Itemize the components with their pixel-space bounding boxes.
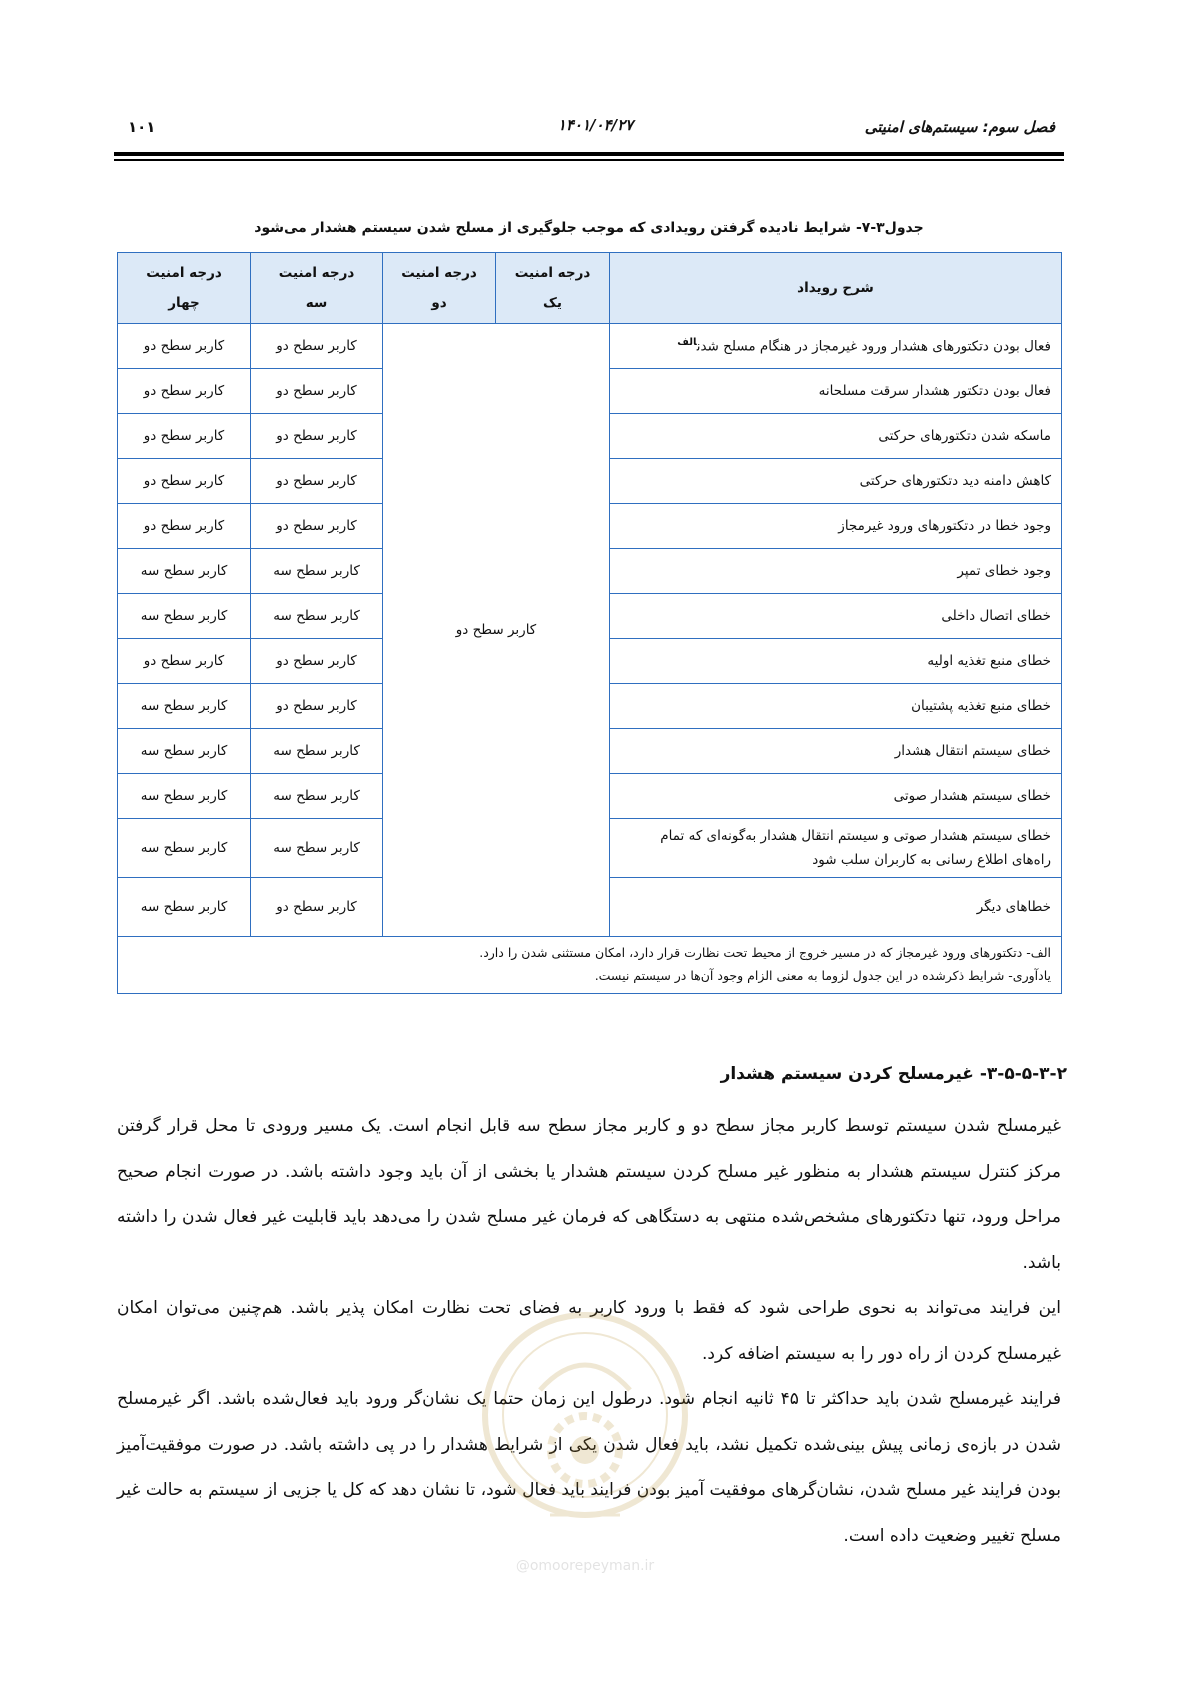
grade-3-cell: کاربر سطح دو — [251, 504, 383, 549]
header-rule-thick — [114, 152, 1064, 156]
table-notes-row — [118, 937, 1062, 994]
footnote-marker: الف — [677, 337, 697, 349]
grade-3-cell: کاربر سطح سه — [251, 594, 383, 639]
event-description: کاهش دامنه دید دتکتورهای حرکتی — [610, 459, 1062, 504]
grade-3-cell: کاربر سطح دو — [251, 324, 383, 369]
header-grade-1: درجه امنیت یک — [496, 253, 610, 324]
paragraph: غیرمسلح شدن سیستم توسط کاربر مجاز سطح دو و کاربر مجاز سطح سه قابل انجام است. یک مسیر ورودی تا محل قرار گرفتن مرکز کنترل سیستم هشدار به منظور غیر مسلح کردن سیستم هشدار یا بخشی از آن باید وجود داشته باشد. در صورت انجام صحیح مراحل ورود، تنها دتکتورهای مشخص‌شده منتهی به دستگاهی که فرمان غیر مسلح شدن را می‌دهد باید قابلیت غیر فعال شدن را داشته باشد. — [117, 1116, 1061, 1273]
grade-4-cell: کاربر سطح دو — [118, 639, 251, 684]
grade-3-cell: کاربر سطح دو — [251, 459, 383, 504]
grade-4-cell: کاربر سطح دو — [118, 324, 251, 369]
header-description: شرح رویداد — [610, 253, 1062, 324]
grade-4-cell: کاربر سطح دو — [118, 504, 251, 549]
grade-4-cell: کاربر سطح دو — [118, 459, 251, 504]
grade-4-cell: کاربر سطح سه — [118, 878, 251, 937]
grade-3-cell: کاربر سطح دو — [251, 878, 383, 937]
grade-4-cell: کاربر سطح سه — [118, 549, 251, 594]
event-description: فعال بودن دتکتور هشدار سرقت مسلحانه — [610, 369, 1062, 414]
event-description: وجود خطا در دتکتورهای ورود غیرمجاز — [610, 504, 1062, 549]
event-description: خطای منبع تغذیه پشتیبان — [610, 684, 1062, 729]
grade-3-cell: کاربر سطح دو — [251, 684, 383, 729]
grade-4-cell: کاربر سطح سه — [118, 819, 251, 878]
event-description: وجود خطای تمپر — [610, 549, 1062, 594]
reminder-note: یادآوری- شرایط ذکرشده در این جدول لزوما به معنی الزام وجود آن‌ها در سیستم نیست. — [594, 968, 1051, 983]
section-body — [117, 1104, 1061, 1559]
events-table — [117, 252, 1062, 994]
event-description: خطای سیستم هشدار صوتی — [610, 774, 1062, 819]
watermark-url: @omoorepeyman.ir — [515, 1558, 655, 1574]
table-header-row — [118, 253, 1062, 324]
header-rule-thin — [114, 159, 1064, 161]
grade-3-cell: کاربر سطح دو — [251, 639, 383, 684]
table-notes — [118, 937, 1062, 994]
paragraph: فرایند غیرمسلح شدن باید حداکثر تا ۴۵ ثانیه انجام شود. درطول این زمان حتما یک نشان‌گر ورود باید فعال‌شده باشد. اگر غیرمسلح شدن در بازه‌ی زمانی پیش بینی‌شده تکمیل نشد، باید فعال شدن یکی از شرایط هشدار را در پی داشته باشد. در صورت موفقیت‌آمیز بودن فرایند غیر مسلح شدن، نشان‌گرهای موفقیت آمیز بودن فرایند باید فعال شود، تا نشان دهد که کل یا جزیی از سیستم به حالت غیر مسلح تغییر وضعیت داده است. — [117, 1389, 1061, 1546]
event-description: خطای سیستم هشدار صوتی و سیستم انتقال هشدار به‌گونه‌ای که تمام راه‌های اطلاع رسانی به کاربران سلب شود — [610, 819, 1062, 878]
section-heading: ۳-۵-۵-۳-۲- غیرمسلح کردن سیستم هشدار — [720, 1064, 1067, 1084]
grade-3-cell: کاربر سطح دو — [251, 369, 383, 414]
grade-4-cell: کاربر سطح سه — [118, 729, 251, 774]
chapter-title: فصل سوم: سیستم‌های امنیتی — [864, 118, 1055, 136]
grade-4-cell: کاربر سطح سه — [118, 774, 251, 819]
grade-3-cell: کاربر سطح دو — [251, 414, 383, 459]
event-description: خطای سیستم انتقال هشدار — [610, 729, 1062, 774]
table-caption: جدول۳-۷- شرایط نادیده گرفتن رویدادی که موجب جلوگیری از مسلح شدن سیستم هشدار می‌شود — [254, 220, 924, 236]
grade-3-cell: کاربر سطح سه — [251, 774, 383, 819]
document-date: ۱۴۰۱/۰۴/۲۷ — [557, 116, 634, 134]
paragraph: این فرایند می‌تواند به نحوی طراحی شود که فقط با ورود کاربر به فضای تحت نظارت امکان پذیر باشد. هم‌چنین می‌توان امکان غیرمسلح کردن از راه دور را به سیستم اضافه کرد. — [117, 1298, 1061, 1364]
event-description: خطای اتصال داخلی — [610, 594, 1062, 639]
footnote-alef: الف- دتکتورهای ورود غیرمجاز که در مسیر خروج از محیط تحت نظارت قرار دارد، امکان مستثنی شدن را دارد. — [479, 945, 1051, 960]
event-description: ماسکه شدن دتکتورهای حرکتی — [610, 414, 1062, 459]
header-grade-3: درجه امنیت سه — [251, 253, 383, 324]
grade-3-cell: کاربر سطح سه — [251, 729, 383, 774]
grade-3-cell: کاربر سطح سه — [251, 549, 383, 594]
grade-3-cell: کاربر سطح سه — [251, 819, 383, 878]
grade-4-cell: کاربر سطح دو — [118, 414, 251, 459]
event-description: خطای منبع تغذیه اولیه — [610, 639, 1062, 684]
event-description: فعال بودن دتکتورهای هشدار ورود غیرمجاز در هنگام مسلح شدن$^{الف}$ — [610, 324, 1062, 369]
event-description: خطاهای دیگر — [610, 878, 1062, 937]
grade-1-2-merged-cell: کاربر سطح دو — [383, 324, 610, 937]
page-number: ۱۰۱ — [128, 118, 156, 136]
grade-4-cell: کاربر سطح سه — [118, 684, 251, 729]
header-grade-4: درجه امنیت چهار — [118, 253, 251, 324]
header-grade-2: درجه امنیت دو — [383, 253, 496, 324]
grade-4-cell: کاربر سطح سه — [118, 594, 251, 639]
table-row — [118, 324, 1062, 369]
grade-4-cell: کاربر سطح دو — [118, 369, 251, 414]
